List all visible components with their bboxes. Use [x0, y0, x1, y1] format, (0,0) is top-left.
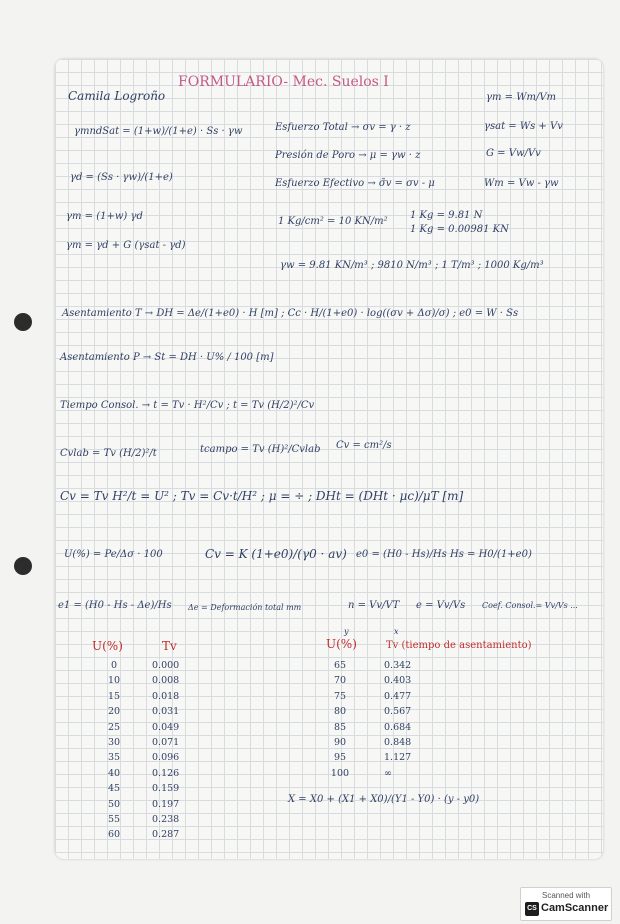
table-right-u-column	[310, 658, 370, 781]
table-cell: 0.684	[384, 721, 412, 733]
formula-conv-kg-kn: 1 Kg = 0.00981 KN	[410, 224, 509, 235]
formula-deformacion: Δe = Deformación total mm	[188, 603, 302, 612]
formula-gamma-sat-right: γsat = Ws + Vv	[484, 121, 563, 132]
author-name: Camila Logroño	[68, 89, 166, 103]
table-cell: 10	[107, 675, 121, 687]
table-right-tv-column	[384, 658, 454, 781]
camscanner-logo-icon: CS	[525, 902, 539, 916]
table-cell: 15	[107, 690, 121, 702]
table-right-label-y: y	[344, 627, 349, 636]
formula-porosidad: n = Vv/VT	[348, 600, 400, 611]
table-cell: 95	[333, 752, 347, 764]
table-cell: 55	[107, 813, 121, 825]
table-cell: 0.126	[152, 767, 180, 779]
formula-esfuerzo-total: Esfuerzo Total → σv = γ · z	[275, 122, 411, 133]
table-cell: 0.342	[384, 660, 412, 671]
table-cell: 90	[333, 736, 347, 748]
formula-gamma-d: γd = (Ss · γw)/(1+e)	[70, 172, 173, 183]
formula-presion-poro: Presión de Poro → μ = γw · z	[275, 150, 421, 161]
table-cell: 0.567	[384, 706, 412, 718]
binder-hole-top	[14, 313, 32, 331]
formula-tiempo-consol: Tiempo Consol. → t = Tv · H²/Cv ; t = Tv (H/2)²/Cv	[60, 400, 315, 411]
formula-interpolation: X = X0 + (X1 + X0)/(Y1 - Y0) · (y - y0)	[288, 794, 480, 805]
table-cell: 0.197	[152, 798, 180, 810]
formula-conv-kg-n: 1 Kg = 9.81 N	[410, 210, 483, 221]
table-cell: 60	[107, 829, 121, 841]
camscanner-badge	[520, 887, 612, 921]
formula-gamma-w: γw = 9.81 KN/m³ ; 9810 N/m³ ; 1 T/m³ ; 1000 Kg/m³	[280, 260, 544, 271]
table-left-tv-column	[152, 658, 222, 843]
formula-e0: e0 = (H0 - Hs)/Hs	[356, 549, 447, 560]
formula-esfuerzo-efectivo: Esfuerzo Efectivo → σ̄v = σv - μ	[275, 178, 435, 189]
table-cell: 0.000	[152, 660, 180, 671]
formula-gamma-sat-left: γmndSat = (1+w)/(1+e) · Ss · γw	[74, 126, 243, 137]
badge-caption: Scanned with	[541, 891, 591, 900]
table-cell: 0.096	[152, 752, 180, 764]
table-right-header-tv: Tv (tiempo de asentamiento)	[386, 640, 532, 651]
formula-cv-units: Cv = cm²/s	[336, 440, 392, 451]
formula-gamma-m2: γm = γd + G (γsat - γd)	[66, 240, 186, 251]
page-title: FORMULARIO- Mec. Suelos I	[178, 74, 389, 90]
table-cell: 0.403	[384, 675, 412, 687]
formula-g: G = Vw/Vv	[486, 148, 541, 159]
table-cell: 80	[333, 706, 347, 718]
table-cell: 85	[333, 721, 347, 733]
table-cell: 45	[107, 783, 121, 795]
table-right-header-u: U(%)	[326, 637, 357, 651]
table-cell: 75	[333, 690, 347, 702]
formula-cv-perm: Cv = K (1+e0)/(γ0 · av)	[205, 547, 347, 561]
table-cell: 0.008	[152, 675, 180, 687]
table-cell: 0.238	[152, 813, 180, 825]
formula-coef-consol: Coef. Consol.= Vv/Vs ...	[482, 601, 578, 610]
table-cell: 0.287	[152, 829, 180, 841]
table-cell: 35	[107, 752, 121, 764]
table-cell: 25	[107, 721, 121, 733]
formula-cv-main: Cv = Tv H²/t = U² ; Tv = Cv·t/H² ; μ = ÷ ; DHt = (DHt · μc)/μT [m]	[60, 489, 464, 503]
formula-asentamiento-t: Asentamiento T → DH = Δe/(1+e0) · H [m] ; Cc · H/(1+e0) · log((σv + Δσ)/σ) ; e0 = W · Ss	[62, 308, 519, 319]
table-cell: 0	[110, 660, 118, 671]
formula-hs: Hs = H0/(1+e0)	[450, 549, 532, 560]
badge-brand: CamScanner	[541, 902, 609, 914]
table-cell: 1.127	[384, 752, 412, 764]
table-cell: 0.071	[152, 736, 180, 748]
table-cell: 50	[107, 798, 121, 810]
formula-cv-lab: Cvlab = Tv (H/2)²/t	[60, 448, 157, 459]
table-cell: 65	[333, 660, 347, 671]
table-cell: 40	[107, 767, 121, 779]
formula-e1: e1 = (H0 - Hs - Δe)/Hs	[58, 600, 172, 611]
formula-gamma-m-right: γm = Wm/Vm	[486, 92, 557, 103]
table-cell: 0.159	[152, 783, 180, 795]
formula-t-campo: tcampo = Tv (H)²/Cvlab	[200, 444, 321, 455]
formula-wm: Wm = Vw - γw	[484, 178, 559, 189]
table-cell: 0.031	[152, 706, 180, 718]
table-cell: 0.018	[152, 690, 180, 702]
table-cell: 0.477	[384, 690, 412, 702]
binder-hole-bottom	[14, 557, 32, 575]
formula-conv-kg-cm2: 1 Kg/cm² = 10 KN/m²	[278, 216, 388, 227]
table-left-header-tv: Tv	[162, 639, 177, 653]
table-cell: 30	[107, 736, 121, 748]
table-cell: 70	[333, 675, 347, 687]
formula-gamma-m1: γm = (1+w) γd	[66, 211, 143, 222]
table-left-header-u: U(%)	[92, 639, 123, 653]
table-left-u-column	[84, 658, 144, 843]
table-cell: ∞	[384, 767, 392, 779]
table-cell: 100	[330, 767, 350, 779]
formula-u-pct: U(%) = Pe/Δσ · 100	[64, 549, 163, 560]
table-cell: 20	[107, 706, 121, 718]
formula-relacion-vacios: e = Vv/Vs	[416, 600, 466, 611]
table-cell: 0.049	[152, 721, 180, 733]
table-cell: 0.848	[384, 736, 412, 748]
table-right-label-x: x	[394, 627, 399, 636]
formula-asentamiento-p: Asentamiento P → St = DH · U% / 100 [m]	[60, 352, 274, 363]
